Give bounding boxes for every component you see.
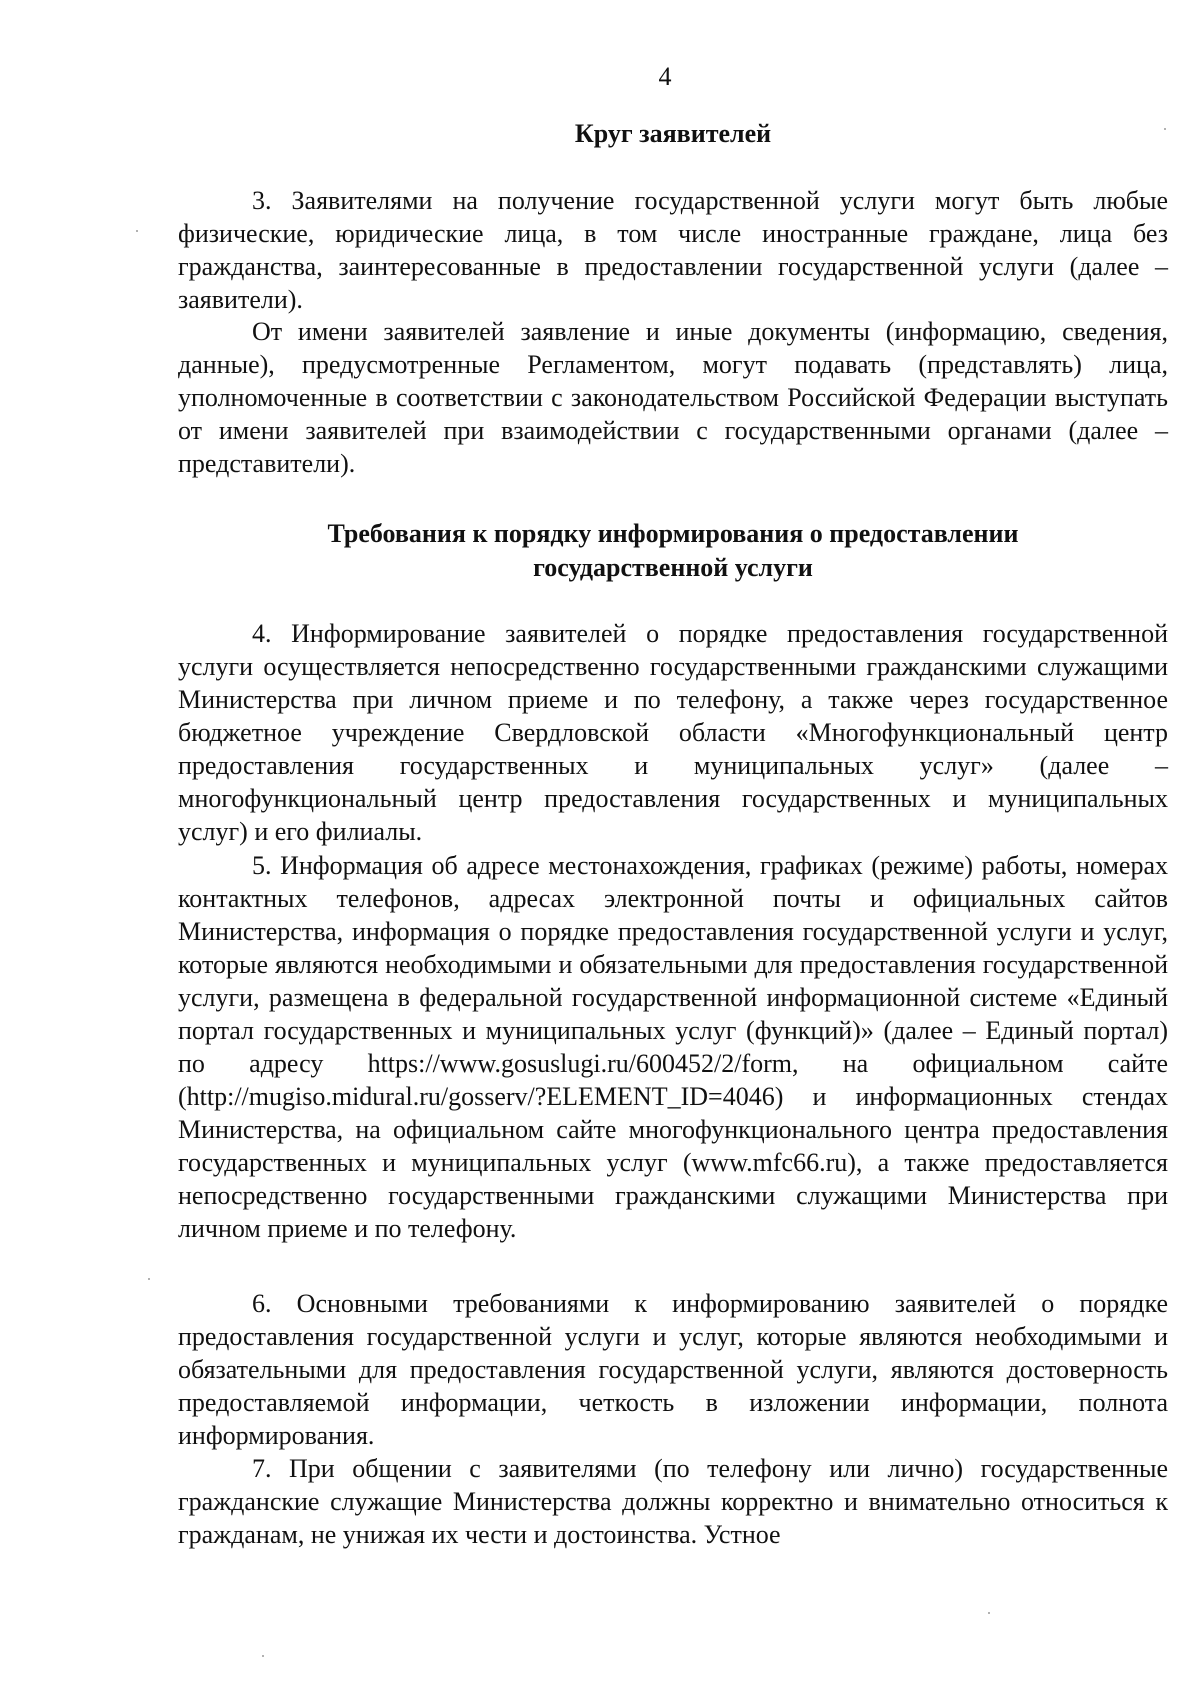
heading-line-2: государственной услуги — [533, 553, 813, 582]
paragraph-representatives: От имени заявителей заявление и иные документы (информацию, сведения, данные), предусмотренные Регламентом, могут подавать (представлять) лица, уполномоченные в соответствии с законодательством Российской Федерации выступать от имени заявителей при взаимодействии с государственными органами (далее – представители). — [178, 317, 1168, 478]
heading-line-1: Требования к порядку информирования о предоставлении — [327, 519, 1019, 548]
paragraph-5: 5. Информация об адресе местонахождения, графиках (режиме) работы, номерах контактных телефонов, адресах электронной почты и официальных сайтов Министерства, информация о порядке предоставления государственной услуги и услуг, которые являются необходимыми и обязательными для предоставления государственной услуги, размещена в федеральной государственной информационной системе «Единый портал государственных и муниципальных услуг (функций)» (далее – Единый портал) по адресу https://www.gosuslugi.ru/600452/2/form, на официальном сайте (http://mugiso.midural.ru/gosserv/?ELEMENT_ID=4046) и информационных стендах Министерства, на официальном сайте многофункционального центра предоставления государственных и муниципальных услуг (www.mfc66.ru), а также предоставляется непосредственно государственными гражданскими служащими Министерства при личном приеме и по телефону. — [178, 851, 1168, 1243]
paragraph-4: 4. Информирование заявителей о порядке предоставления государственной услуги осуществляется непосредственно государственными гражданскими служащими Министерства при личном приеме и по телефону, а также через государственное бюджетное учреждение Свердловской области «Многофункциональный центр предоставления государственных и муниципальных услуг» (далее – многофункциональный центр предоставления государственных и муниципальных услуг) и его филиалы. — [178, 619, 1168, 846]
scan-speck — [1164, 128, 1166, 130]
scan-speck — [262, 1655, 264, 1657]
section-heading-applicants: Круг заявителей — [574, 119, 772, 148]
scan-speck — [148, 1278, 150, 1280]
scan-speck — [988, 1612, 990, 1614]
page-number: 4 — [658, 62, 672, 91]
paragraph-6: 6. Основными требованиями к информированию заявителей о порядке предоставления государственной услуги и услуг, которые являются необходимыми и обязательными для предоставления государственной услуги, являются достоверность предоставляемой информации, четкость в изложении информации, полнота информирования. — [178, 1289, 1168, 1450]
section-heading-information-requirements — [178, 517, 1168, 585]
paragraph-7: 7. При общении с заявителями (по телефону или лично) государственные гражданские служащие Министерства должны корректно и внимательно относиться к гражданам, не унижая их чести и достоинства. Устное — [178, 1454, 1168, 1549]
paragraph-3: 3. Заявителями на получение государственной услуги могут быть любые физические, юридические лица, в том числе иностранные граждане, лица без гражданства, заинтересованные в предоставлении государственной услуги (далее – заявители). — [178, 186, 1168, 314]
scan-speck — [136, 230, 138, 232]
